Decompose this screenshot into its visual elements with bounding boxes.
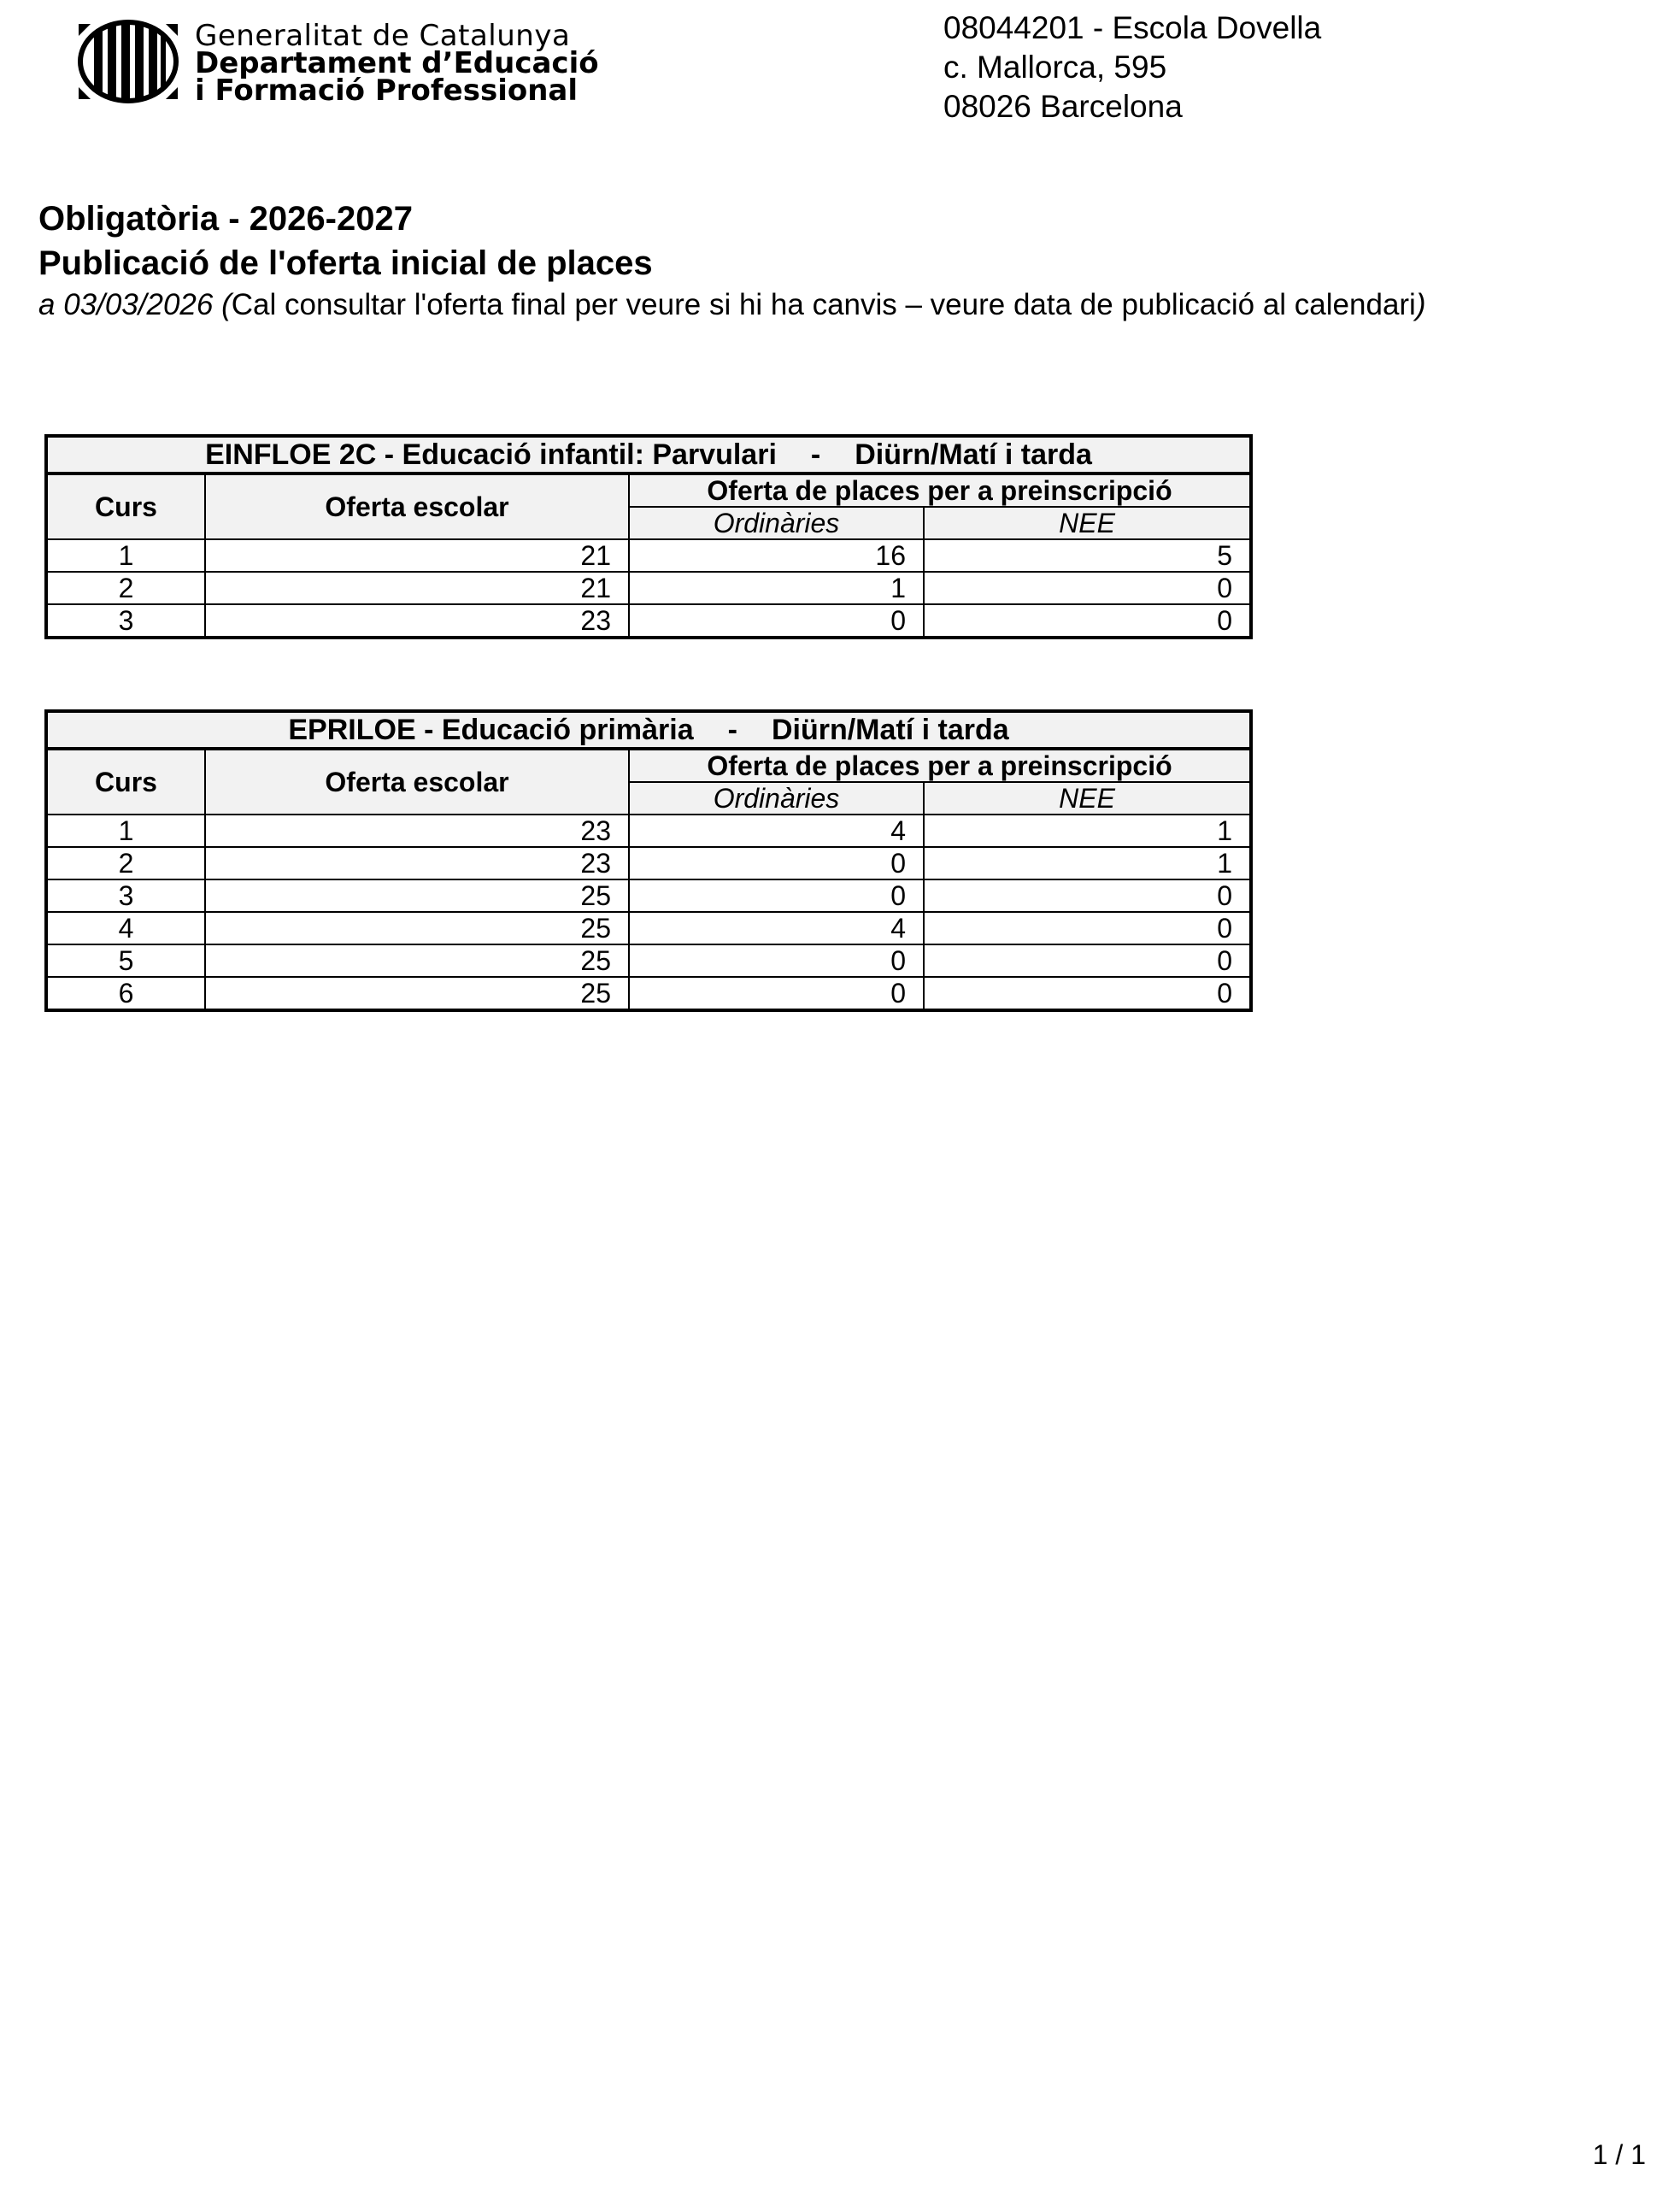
logo-line-formacio: i Formació Professional [195,74,579,108]
cell-nee: 0 [924,977,1251,1010]
cell-ordinaries: 0 [629,847,924,879]
cell-oferta: 25 [205,879,629,912]
cell-ordinaries: 1 [629,572,924,604]
generalitat-logo [75,19,673,108]
cell-curs: 2 [46,572,205,604]
header-nee: NEE [924,507,1251,539]
table-row [46,879,1251,912]
cell-nee: 1 [924,847,1251,879]
table-row [46,912,1251,944]
cell-nee: 0 [924,572,1251,604]
table-header-row [46,473,1251,507]
table-code: EINFLOE 2C - Educació infantil: Parvulari [205,438,777,471]
cell-curs: 1 [46,815,205,847]
cell-ordinaries: 4 [629,815,924,847]
cell-oferta: 25 [205,944,629,977]
caption-separator: - [810,438,821,471]
cell-nee: 5 [924,539,1251,572]
school-code-name: 08044201 - Escola Dovella [943,10,1322,45]
table-row [46,572,1251,604]
cell-ordinaries: 0 [629,944,924,977]
school-city: 08026 Barcelona [943,89,1183,124]
cell-nee: 1 [924,815,1251,847]
cell-oferta: 23 [205,815,629,847]
cell-oferta: 23 [205,604,629,638]
cell-curs: 6 [46,977,205,1010]
cell-nee: 0 [924,912,1251,944]
table-row [46,815,1251,847]
header-oferta-escolar: Oferta escolar [205,473,629,539]
cell-ordinaries: 0 [629,604,924,638]
header-ordinaries: Ordinàries [629,507,924,539]
offer-table-primaria [44,709,1253,1012]
table-caption [46,711,1251,749]
table-row [46,944,1251,977]
school-street: c. Mallorca, 595 [943,50,1167,85]
cell-curs: 5 [46,944,205,977]
cell-oferta: 25 [205,912,629,944]
cell-nee: 0 [924,944,1251,977]
header-oferta-places: Oferta de places per a preinscripció [629,749,1251,782]
level-title: Obligatòria - 2026-2027 [38,200,413,238]
publication-date-note: a 03/03/2026 (Cal consultar l'oferta final per veure si hi ha canvis – veure data de publicació al calendari) [38,288,1426,321]
cell-ordinaries: 16 [629,539,924,572]
logo-line-department: Departament d’Educació [195,46,599,80]
table-caption-row [46,436,1251,473]
generalitat-de-catalunya-logo-icon [75,19,181,104]
offer-table-infantil [44,434,1253,639]
cell-oferta: 25 [205,977,629,1010]
publication-title: Publicació de l'oferta inicial de places [38,244,653,282]
cell-curs: 3 [46,604,205,638]
table-row [46,847,1251,879]
header-oferta-places: Oferta de places per a preinscripció [629,473,1251,507]
table-schedule: Diürn/Matí i tarda [855,438,1092,471]
document-titles [38,197,1426,325]
header-ordinaries: Ordinàries [629,782,924,815]
table-header-row [46,749,1251,782]
table-row [46,604,1251,638]
cell-ordinaries: 4 [629,912,924,944]
table-code: EPRILOE - Educació primària [288,714,694,746]
cell-oferta: 23 [205,847,629,879]
cell-ordinaries: 0 [629,977,924,1010]
logo-line-generalitat: Generalitat de Catalunya [195,19,571,53]
cell-nee: 0 [924,604,1251,638]
page-number: 1 / 1 [1592,2139,1646,2170]
table-row [46,977,1251,1010]
publication-note: Cal consultar l'oferta final per veure si hi ha canvis – veure data de publicació al calendari [231,288,1416,321]
table-row [46,539,1251,572]
cell-curs: 2 [46,847,205,879]
table-caption [46,436,1251,473]
header-curs: Curs [46,749,205,815]
cell-nee: 0 [924,879,1251,912]
header-curs: Curs [46,473,205,539]
cell-oferta: 21 [205,572,629,604]
cell-curs: 1 [46,539,205,572]
header-oferta-escolar: Oferta escolar [205,749,629,815]
table-schedule: Diürn/Matí i tarda [771,714,1009,746]
header-nee: NEE [924,782,1251,815]
table-caption-row [46,711,1251,749]
cell-curs: 4 [46,912,205,944]
cell-curs: 3 [46,879,205,912]
publication-date: a 03/03/2026 [38,288,214,321]
school-address [943,9,1321,126]
caption-separator: - [727,714,737,746]
cell-ordinaries: 0 [629,879,924,912]
cell-oferta: 21 [205,539,629,572]
